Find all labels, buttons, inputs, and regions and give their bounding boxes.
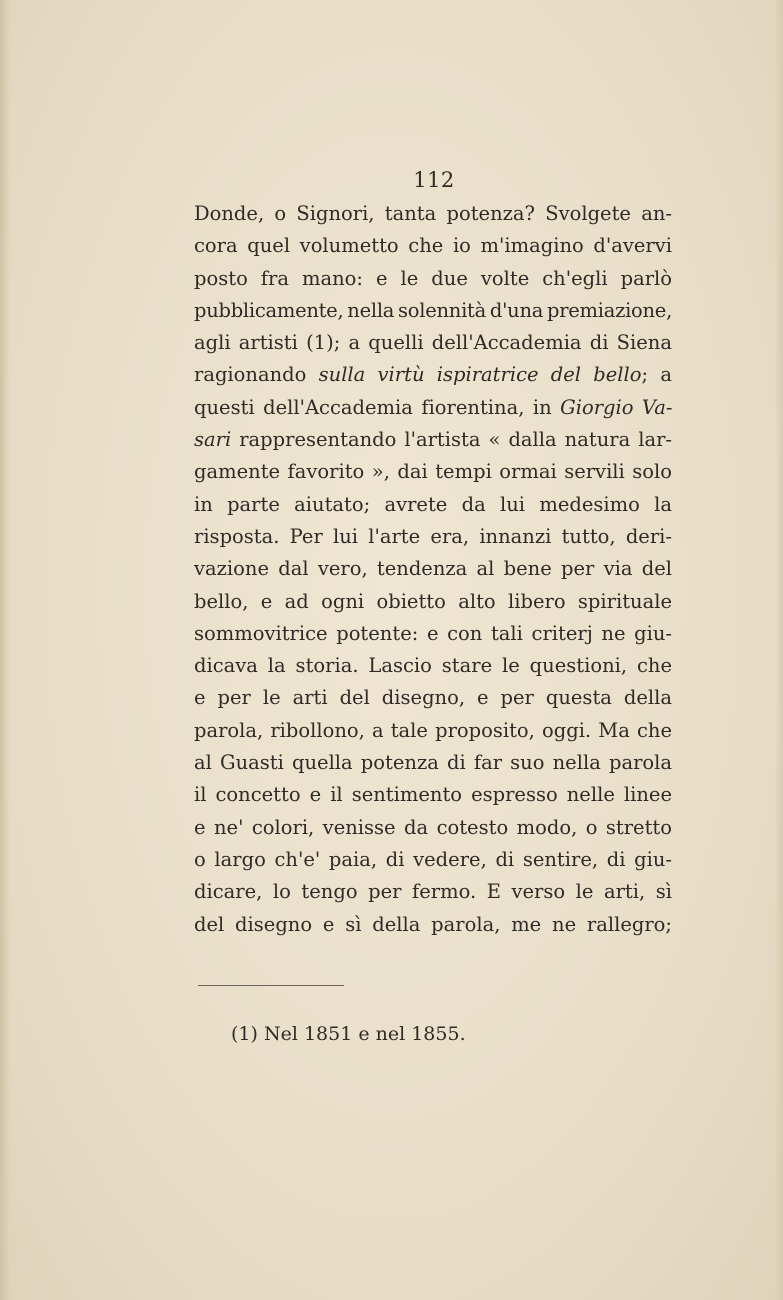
line-inner [194, 715, 672, 747]
line-text: Donde, o Signori, tanta potenza? Svolgete an- [194, 202, 672, 225]
text-line [194, 747, 672, 779]
text-line [194, 456, 672, 488]
text-line [194, 876, 672, 908]
text-line [194, 715, 672, 747]
line-inner [194, 489, 672, 521]
line-text-suffix: rappresentando l'artista « dalla natura lar- [231, 428, 672, 452]
line-inner [194, 682, 672, 714]
line-text: dicava la storia. Lascio stare le questioni, che [194, 654, 672, 678]
line-inner [194, 198, 672, 230]
line-inner [194, 779, 672, 811]
text-line [194, 650, 672, 682]
text-line [194, 198, 672, 230]
line-inner [194, 424, 672, 456]
text-line [194, 327, 672, 359]
line-text-prefix: questi dell'Accademia fiorentina, in [194, 395, 561, 419]
line-text: gamente favorito », dai tempi ormai servili solo [194, 460, 672, 484]
line-text: dicare, lo tengo per fermo. E verso le arti, sì [194, 880, 672, 904]
text-line [194, 489, 672, 521]
text-line [194, 230, 672, 262]
line-inner [194, 327, 672, 359]
line-inner [194, 295, 672, 327]
line-text: risposta. Per lui l'arte era, innanzi tutto, deri- [194, 524, 672, 548]
line-text: bello, e ad ogni obietto alto libero spirituale [194, 589, 672, 613]
page-number: 112 [413, 168, 455, 192]
footnote-divider [198, 985, 344, 986]
line-text-suffix: ; a [641, 363, 672, 387]
page-left-edge-shadow [0, 0, 10, 1300]
line-text: sommovitrice potente: e con tali criterj ne giu- [194, 621, 672, 645]
line-inner [194, 456, 672, 488]
line-inner [194, 650, 672, 682]
line-text: e per le arti del disegno, e per questa della [194, 686, 672, 710]
line-text: parola, ribollono, a tale proposito, oggi. Ma che [194, 718, 672, 742]
text-line [194, 359, 672, 391]
line-text-prefix: ragionando [194, 363, 319, 387]
text-line [194, 553, 672, 585]
text-line [194, 263, 672, 295]
line-inner [194, 876, 672, 908]
line-text: vazione dal vero, tendenza al bene per via del [194, 557, 672, 581]
line-text: del disegno e sì della parola, me ne rallegro; [194, 912, 672, 936]
line-inner [194, 586, 672, 618]
line-text: posto fra mano: e le due volte ch'egli parlò [194, 266, 672, 290]
line-inner [194, 812, 672, 844]
text-line [194, 424, 672, 456]
line-inner [194, 844, 672, 876]
text-line [194, 909, 672, 941]
line-inner [194, 618, 672, 650]
text-line [194, 844, 672, 876]
line-inner [194, 392, 672, 424]
text-line [194, 295, 672, 327]
page-right-edge-shadow [775, 0, 783, 1300]
text-line [194, 779, 672, 811]
line-text: o largo ch'e' paia, di vedere, di sentire, di giu- [194, 847, 672, 871]
body-text [194, 198, 672, 941]
line-inner [194, 230, 672, 262]
line-text: e ne' colori, venisse da cotesto modo, o stretto [194, 815, 672, 839]
line-inner [194, 553, 672, 585]
line-text: al Guasti quella potenza di far suo nella parola [194, 751, 672, 775]
text-line [194, 812, 672, 844]
line-inner [194, 909, 672, 941]
line-text: il concetto e il sentimento espresso nelle linee [194, 783, 672, 807]
text-line [194, 586, 672, 618]
line-inner [194, 359, 672, 391]
line-inner [194, 747, 672, 779]
line-text: pubblicamente, nella solennità d'una premiazione, [194, 298, 672, 322]
line-text: agli artisti (1); a quelli dell'Accademia di Siena [194, 331, 672, 355]
line-inner [194, 521, 672, 553]
italic-title: sari [194, 428, 232, 452]
text-line [194, 682, 672, 714]
footnote: (1) Nel 1851 e nel 1855. [231, 1023, 466, 1045]
line-inner [194, 263, 672, 295]
text-line [194, 618, 672, 650]
italic-title: sulla virtù ispiratrice del bello [318, 363, 642, 387]
text-line [194, 521, 672, 553]
line-text: cora quel volumetto che io m'imagino d'avervi [194, 234, 672, 258]
line-text: in parte aiutato; avrete da lui medesimo la [194, 492, 672, 516]
italic-title: Giorgio Va- [560, 395, 672, 419]
text-line [194, 392, 672, 424]
